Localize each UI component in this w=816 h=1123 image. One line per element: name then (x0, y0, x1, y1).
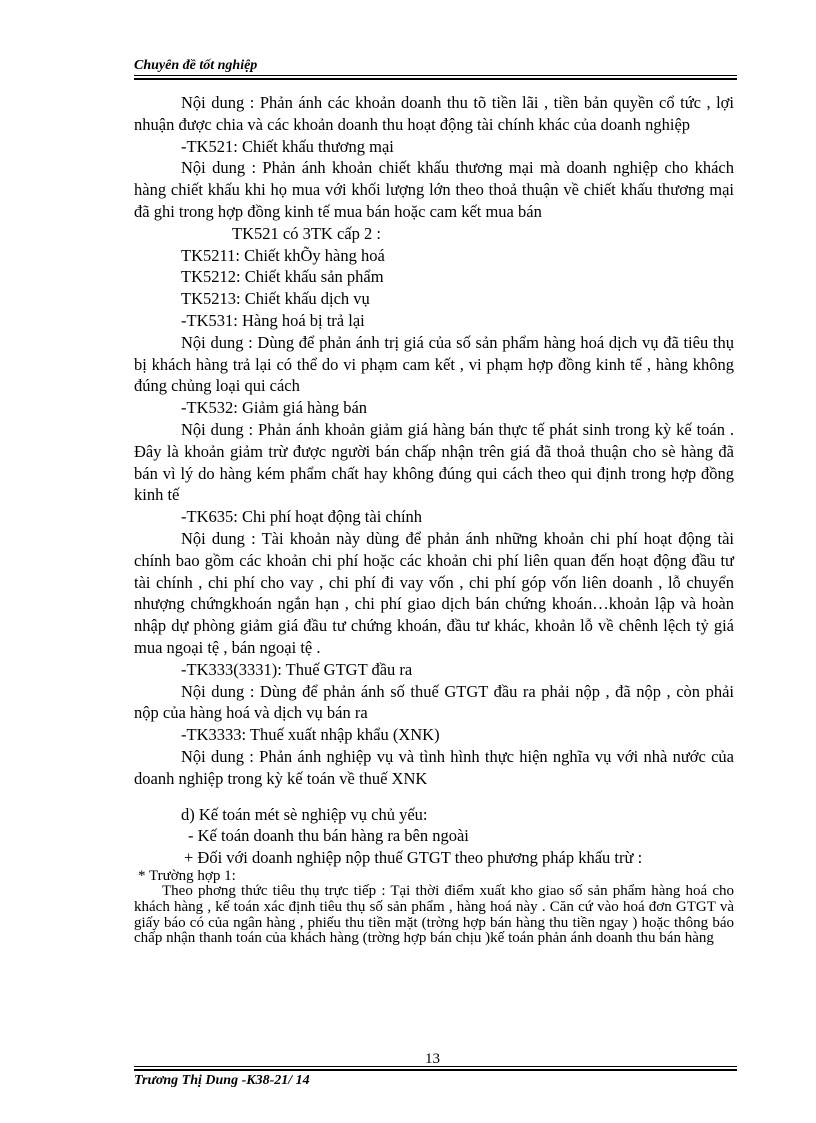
account-heading: -TK531: Hàng hoá bị trả lại (181, 310, 365, 330)
paragraph: Nội dung : Phản ánh khoản chiết khấu thương mại mà doanh nghiệp cho khách hàng chiết khấu khi họ mua với khối lượng lớn theo thoả thuận về chiết khấu thương mại đã ghi trong hợp đồng kinh tế mua bán hoặc cam kết mua bán (134, 158, 734, 221)
paragraph: Nội dung : Phản ánh các khoản doanh thu tõ tiền lãi , tiền bản quyền cổ tức , lợi nhuận được chia và các khoản doanh thu hoạt động tài chính khác của doanh nghiệp (134, 93, 734, 134)
footer-rule-thick (134, 1069, 737, 1071)
sub-heading: TK521 có 3TK cấp 2 : (232, 223, 381, 243)
paragraph: Nội dung : Dùng để phản ánh số thuế GTGT đầu ra phải nộp , đã nộp , còn phải nộp của hàng hoá và dịch vụ bán ra (134, 681, 734, 723)
account-heading: -TK635: Chi phí hoạt động tài chính (181, 507, 423, 527)
paragraph: Nội dung : Phản ánh khoản giảm giá hàng bán thực tế phát sinh trong kỳ kế toán . Đây là khoản giảm trừ được người bán chấp nhận trên giá đã thoả thuận cho sè hàng đã bán vì lý do hàng kém phẩm chất hay không đúng qui cách theo qui định trong hợp đồng kinh tế (134, 419, 734, 505)
page-number: 13 (425, 1051, 440, 1067)
paragraph: Theo phơng thức tiêu thụ trực tiếp : Tại thời điểm xuất kho giao số sản phẩm hàng hoá cho khách hàng , kế toán xác định tiêu thụ số sản phẩm , hàng hoá này . Căn cứ vào hoá đơn GTGT và giấy báo có của ngân hàng , phiếu thu tiền mặt (trờng hợp bán hàng thu tiền ngay ) hoặc thông báo chấp nhận thanh toán của khách hàng (trờng hợp bán chịu )kế toán phản ánh doanh thu bán hàng (134, 883, 734, 947)
account-heading: -TK532: Giảm giá hàng bán (181, 398, 368, 418)
paragraph: Nội dung : Tài khoản này dùng để phản ánh những khoản chi phí hoạt động tài chính bao gồm các khoản chi phí hoặc các khoản chi phí liên quan đến hoạt động đầu tư tài chính , chi phí cho vay , chi phí đi vay vốn , chi phí góp vốn liên doanh , lỗ chuyển nhượng chứngkhoán ngắn hạn , chi phí giao dịch bán chứng khoán…khoản lập và hoàn nhập dự phòng giảm giá đầu tư chứng khoán, đầu tư khác, khoản lỗ về chênh lệch tỷ giá mua ngoại tệ , bán ngoại tệ . (134, 528, 734, 657)
header-rule-thick (134, 78, 737, 80)
sub-account-item: TK5211: Chiết khÕy hàng hoá (181, 245, 385, 265)
header-title: Chuyên đề tốt nghiệp (134, 58, 258, 73)
sub-account-item: TK5213: Chiết khấu dịch vụ (181, 289, 370, 309)
paragraph: Nội dung : Dùng để phản ánh trị giá của số sản phẩm hàng hoá dịch vụ đã tiêu thụ bị khách hàng trả lại có thể do vi phạm cam kết , vi phạm hợp đồng kinh tế , hàng không đúng chủng loại qui cách (134, 332, 734, 396)
section-heading: d) Kế toán mét sè nghiệp vụ chủ yếu: (181, 804, 428, 824)
paragraph: Nội dung : Phản ánh nghiệp vụ và tình hình thực hiện nghĩa vụ với nhà nước của doanh nghiệp trong kỳ kế toán về thuế XNK (134, 746, 734, 788)
header-rule-thin (134, 75, 737, 76)
small-text-block (134, 869, 734, 947)
document-body (134, 92, 734, 947)
case-heading: * Trường hợp 1: (138, 867, 236, 884)
footer-author: Trương Thị Dung -K38-21/ 14 (134, 1073, 310, 1088)
list-item: - Kế toán doanh thu bán hàng ra bên ngoài (188, 826, 469, 846)
spacer (134, 790, 734, 804)
sub-account-item: TK5212: Chiết khấu sản phẩm (181, 267, 384, 287)
account-heading: -TK3333: Thuế xuất nhập khẩu (XNK) (181, 725, 440, 745)
footer-rule-thin (134, 1066, 737, 1067)
account-heading: -TK521: Chiết khấu thương mại (181, 136, 394, 156)
account-heading: -TK333(3331): Thuế GTGT đầu ra (181, 659, 413, 679)
list-item: + Đối với doanh nghiệp nộp thuế GTGT theo phương pháp khấu trừ : (184, 848, 643, 868)
